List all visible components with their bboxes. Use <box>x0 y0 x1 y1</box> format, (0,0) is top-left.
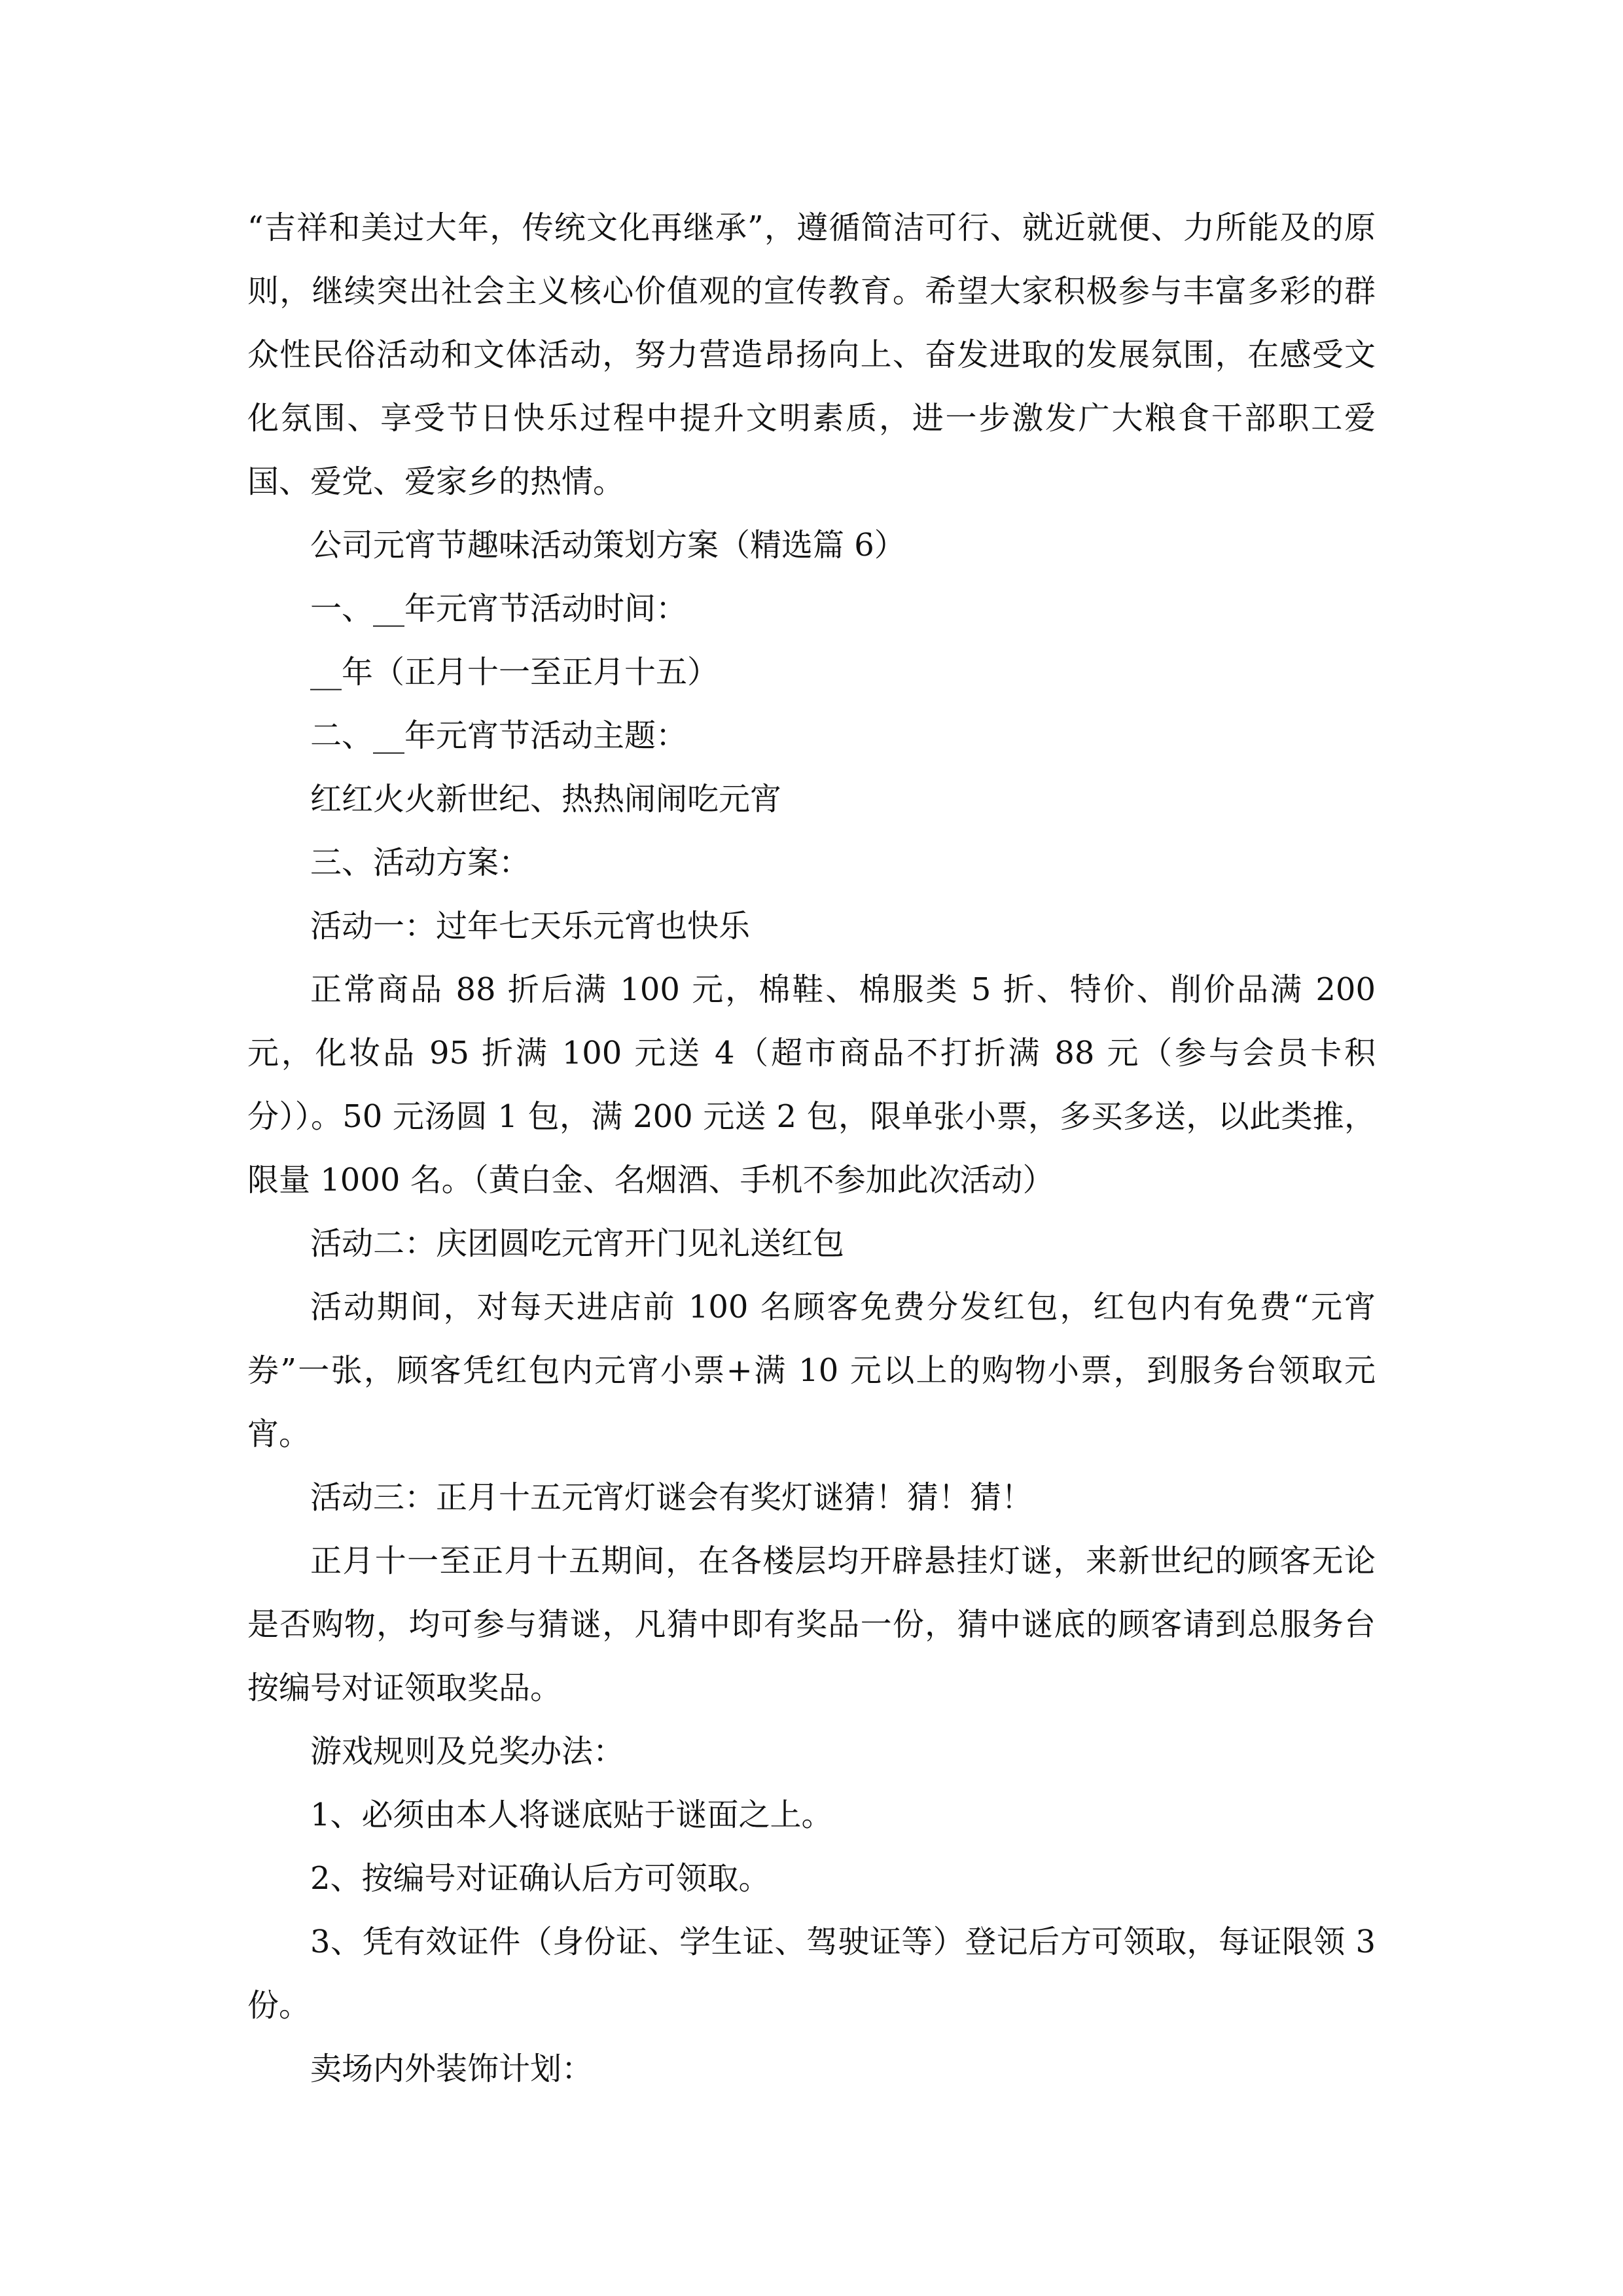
activity-one-title: 活动一：过年七天乐元宵也快乐 <box>310 908 751 944</box>
activity-two-title: 活动二：庆团圆吃元宵开门见礼送红包 <box>310 1225 845 1262</box>
activity-three-body: 正月十一至正月十五期间，在各楼层均开辟悬挂灯谜，来新世纪的顾客无论是否购物，均可参与猜谜，凡猜中即有奖品一份，猜中谜底的顾客请到总服务台按编号对证领取奖品。 <box>247 1543 1376 1706</box>
rule-item-2: 2、按编号对证确认后方可领取。 <box>310 1860 770 1897</box>
heading-activity-time: 一、__年元宵节活动时间： <box>310 590 688 627</box>
activity-theme-value: 红红火火新世纪、热热闹闹吃元宵 <box>310 781 782 817</box>
paragraph-intro: “吉祥和美过大年，传统文化再继承”，遵循简洁可行、就近就便、力所能及的原则，继续突出社会主义核心价值观的宣传教育。希望大家积极参与丰富多彩的群众性民俗活动和文体活动，努力营造昂扬向上、奋发进取的发展氛围，在感受文化氛围、享受节日快乐过程中提升文明素质，进一步激发广大粮食干部职工爱国、爱党、爱家乡的热情。 <box>247 209 1376 500</box>
activity-time-value: __年（正月十一至正月十五） <box>310 654 719 691</box>
activity-two-body: 活动期间，对每天进店前 100 名顾客免费分发红包，红包内有免费“元宵券”一张，顾客凭红包内元宵小票+满 10 元以上的购物小票，到服务台领取元宵。 <box>247 1289 1376 1452</box>
decoration-plan-heading: 卖场内外装饰计划： <box>310 2051 594 2087</box>
activity-three-title: 活动三：正月十五元宵灯谜会有奖灯谜猜！猜！猜！ <box>310 1479 1033 1516</box>
activity-one-body: 正常商品 88 折后满 100 元，棉鞋、棉服类 5 折、特价、削价品满 200 元，化妆品 95 折满 100 元送 4（超市商品不打折满 88 元（参与会员卡积分））。50 元汤圆 1 包，满 200 元送 2 包，限单张小票，多买多送，以此类推，限量 1000 名。（黄白金、名烟酒、手机不参加此次活动） <box>247 971 1376 1198</box>
heading-activity-theme: 二、__年元宵节活动主题： <box>310 717 688 754</box>
section-title: 公司元宵节趣味活动策划方案（精选篇 6） <box>310 527 906 564</box>
rule-item-3: 3、凭有效证件（身份证、学生证、驾驶证等）登记后方可领取，每证限领 3 份。 <box>247 1924 1376 2024</box>
heading-activity-plan: 三、活动方案： <box>310 844 531 881</box>
document-body <box>247 196 1376 2101</box>
rule-item-1: 1、必须由本人将谜底贴于谜面之上。 <box>310 1797 833 1833</box>
rules-heading: 游戏规则及兑奖办法： <box>310 1733 625 1770</box>
